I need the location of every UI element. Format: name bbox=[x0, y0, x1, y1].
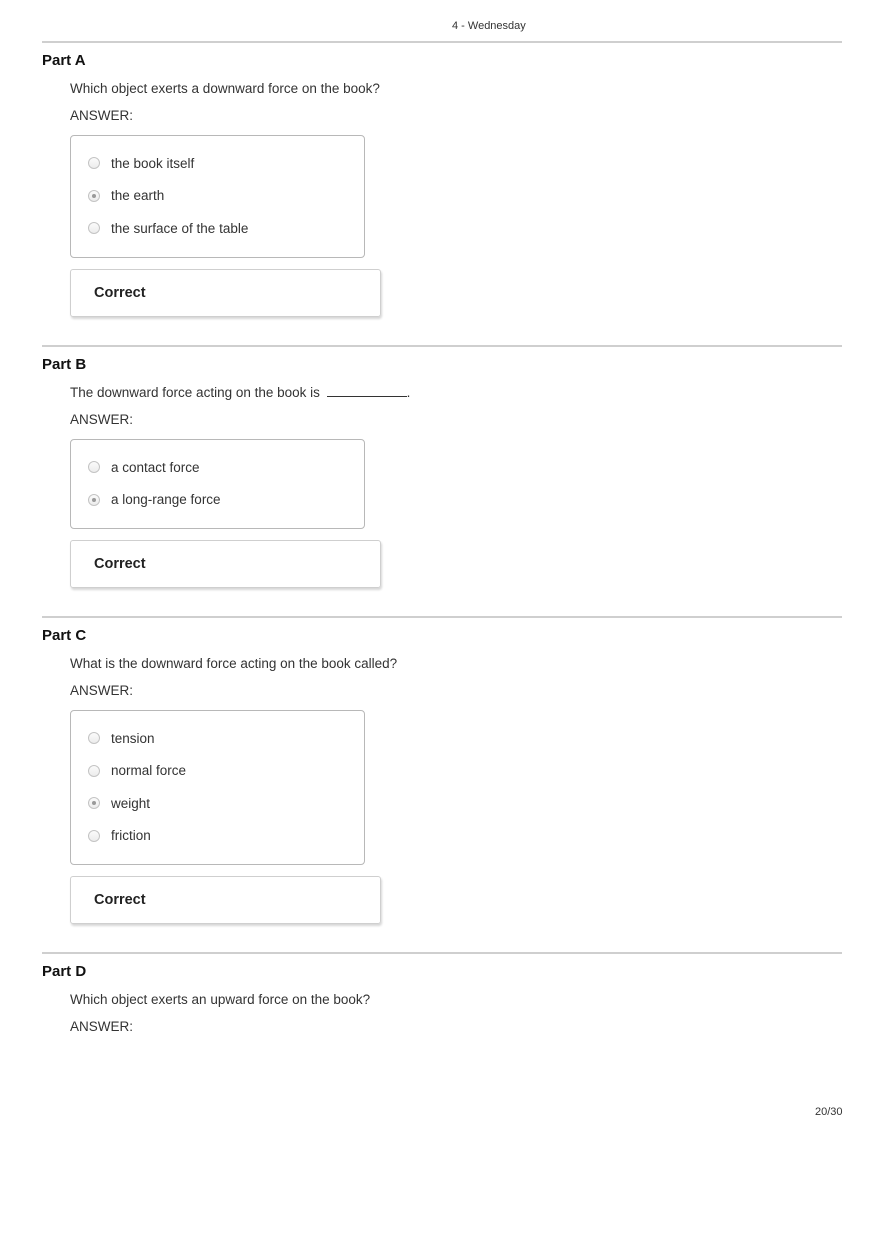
answer-label: ANSWER: bbox=[70, 1019, 134, 1034]
feedback-text: Correct bbox=[94, 892, 146, 908]
section-divider bbox=[42, 345, 842, 347]
feedback-box bbox=[70, 540, 381, 588]
part-d-section bbox=[42, 952, 842, 1036]
question-suffix: . bbox=[406, 385, 411, 400]
radio-button[interactable] bbox=[88, 222, 100, 234]
question-text bbox=[70, 384, 842, 402]
question-text: What is the downward force acting on the book called? bbox=[70, 656, 398, 671]
part-title: Part D bbox=[42, 963, 87, 980]
feedback-text: Correct bbox=[94, 556, 146, 572]
answer-choices bbox=[70, 710, 365, 865]
answer-choice[interactable] bbox=[71, 451, 364, 484]
answer-label: ANSWER: bbox=[70, 108, 134, 123]
answer-choice[interactable] bbox=[71, 722, 364, 755]
answer-choice[interactable] bbox=[71, 180, 364, 213]
radio-button-selected[interactable] bbox=[88, 797, 100, 809]
question-text: Which object exerts a downward force on the book? bbox=[70, 81, 380, 96]
answer-choice[interactable] bbox=[71, 212, 364, 245]
answer-choices bbox=[70, 439, 365, 529]
choice-label: friction bbox=[111, 828, 151, 844]
choice-label: the book itself bbox=[111, 155, 195, 171]
section-divider bbox=[42, 616, 842, 618]
choice-label: a contact force bbox=[111, 459, 200, 475]
radio-button-selected[interactable] bbox=[88, 494, 100, 506]
choice-label: the surface of the table bbox=[111, 220, 249, 236]
answer-choices bbox=[70, 135, 365, 258]
part-c-section bbox=[42, 616, 842, 924]
page-header-title: 4 - Wednesday bbox=[452, 20, 526, 32]
answer-choice[interactable] bbox=[71, 484, 364, 517]
answer-choice[interactable] bbox=[71, 820, 364, 853]
question-prefix: The downward force acting on the book is bbox=[70, 385, 320, 400]
answer-choice[interactable] bbox=[71, 755, 364, 788]
choice-label: a long-range force bbox=[111, 492, 221, 508]
part-b-section bbox=[42, 345, 842, 588]
radio-button[interactable] bbox=[88, 732, 100, 744]
part-title: Part A bbox=[42, 52, 86, 69]
answer-label: ANSWER: bbox=[70, 412, 134, 427]
answer-choice[interactable] bbox=[71, 147, 364, 180]
feedback-box bbox=[70, 876, 381, 924]
choice-label: tension bbox=[111, 730, 155, 746]
radio-button[interactable] bbox=[88, 830, 100, 842]
question-text: Which object exerts an upward force on the book? bbox=[70, 992, 371, 1007]
fill-in-blank bbox=[327, 384, 407, 397]
answer-choice[interactable] bbox=[71, 787, 364, 820]
section-divider bbox=[42, 952, 842, 954]
page-number: 20/30 bbox=[815, 1106, 843, 1118]
choice-label: normal force bbox=[111, 763, 187, 779]
radio-button-selected[interactable] bbox=[88, 190, 100, 202]
choice-label: the earth bbox=[111, 188, 165, 204]
part-title: Part C bbox=[42, 627, 87, 644]
section-divider bbox=[42, 41, 842, 43]
answer-label: ANSWER: bbox=[70, 683, 134, 698]
part-a-section bbox=[42, 41, 842, 317]
part-title: Part B bbox=[42, 356, 87, 373]
feedback-box bbox=[70, 269, 381, 317]
radio-button[interactable] bbox=[88, 765, 100, 777]
choice-label: weight bbox=[111, 795, 151, 811]
radio-button[interactable] bbox=[88, 157, 100, 169]
feedback-text: Correct bbox=[94, 284, 146, 301]
radio-button[interactable] bbox=[88, 461, 100, 473]
